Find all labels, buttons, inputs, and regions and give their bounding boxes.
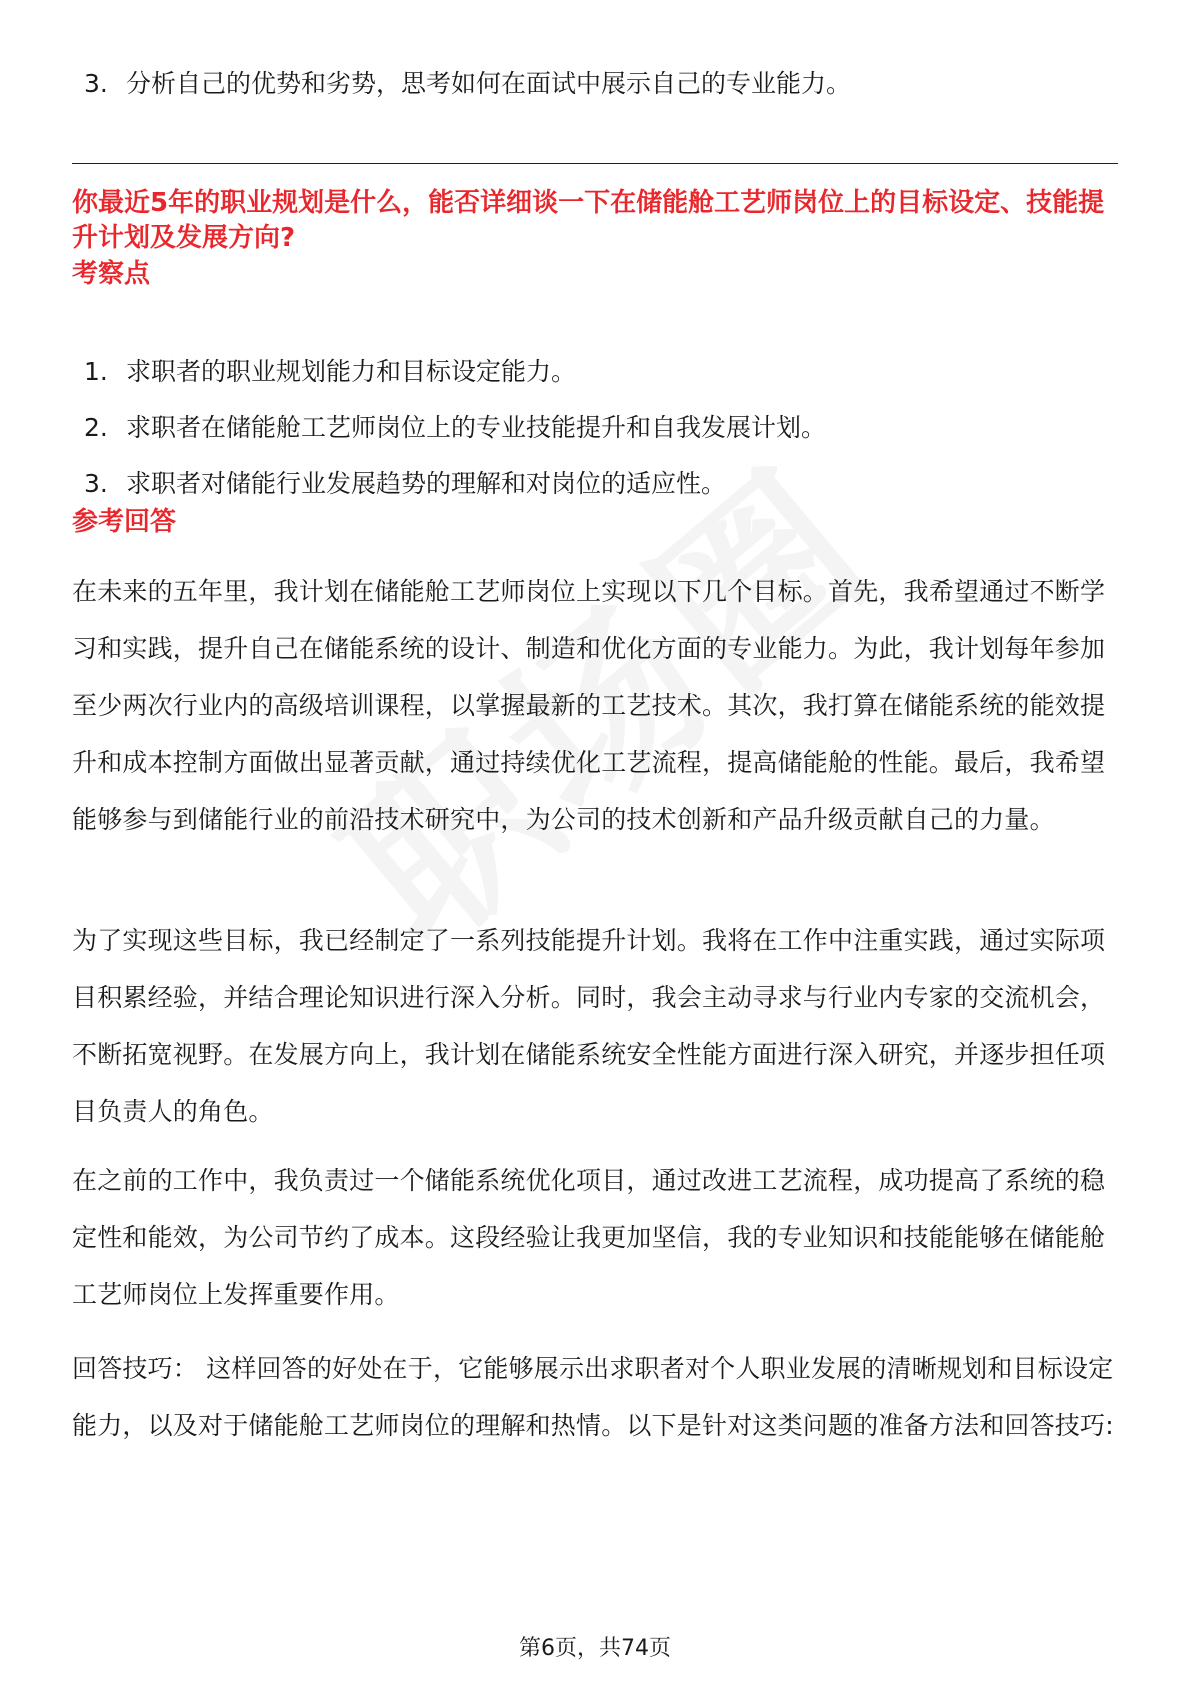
- list-item: [72, 354, 1118, 390]
- answer-paragraph: 在未来的五年里，我计划在储能舱工艺师岗位上实现以下几个目标。首先，我希望通过不断学习和实践，提升自己在储能系统的设计、制造和优化方面的专业能力。为此，我计划每年参加至少两次行业内的高级培训课程，以掌握最新的工艺技术。其次，我打算在储能系统的能效提升和成本控制方面做出显著贡献，通过持续优化工艺流程，提高储能舱的性能。最后，我希望能够参与到储能行业的前沿技术研究中，为公司的技术创新和产品升级贡献自己的力量。: [72, 577, 1106, 834]
- list-text: 分析自己的优势和劣势，思考如何在面试中展示自己的专业能力。: [126, 69, 852, 98]
- page-number: 第6页，共74页: [519, 1636, 671, 1661]
- assessment-title: 考察点: [72, 259, 151, 289]
- list-item: [72, 410, 1118, 446]
- question-heading: 你最近5年的职业规划是什么，能否详细谈一下在储能舱工艺师岗位上的目标设定、技能提升计划及发展方向?: [72, 188, 1105, 253]
- answer-paragraph: 为了实现这些目标，我已经制定了一系列技能提升计划。我将在工作中注重实践，通过实际项目积累经验，并结合理论知识进行深入分析。同时，我会主动寻求与行业内专家的交流机会，不断拓宽视野。在发展方向上，我计划在储能系统安全性能方面进行深入研究，并逐步担任项目负责人的角色。: [72, 926, 1106, 1126]
- list-item: [72, 466, 1118, 502]
- answer-paragraph: 在之前的工作中，我负责过一个储能系统优化项目，通过改进工艺流程，成功提高了系统的稳定性和能效，为公司节约了成本。这段经验让我更加坚信，我的专业知识和技能能够在储能舱工艺师岗位上发挥重要作用。: [72, 1166, 1106, 1309]
- section-divider: [72, 163, 1118, 164]
- reference-title: 参考回答: [72, 507, 177, 537]
- list-number: 2.: [84, 413, 108, 442]
- assessment-list: [72, 354, 1118, 522]
- list-text: 求职者在储能舱工艺师岗位上的专业技能提升和自我发展计划。: [126, 413, 827, 442]
- tips-paragraph: 回答技巧： 这样回答的好处在于，它能够展示出求职者对个人职业发展的清晰规划和目标设定能力，以及对于储能舱工艺师岗位的理解和热情。以下是针对这类问题的准备方法和回答技巧:: [72, 1354, 1114, 1440]
- list-text: 求职者的职业规划能力和目标设定能力。: [126, 357, 577, 386]
- list-number: 3.: [84, 469, 108, 498]
- list-number: 1.: [84, 357, 108, 386]
- list-text: 求职者对储能行业发展趋势的理解和对岗位的适应性。: [126, 469, 727, 498]
- list-number: 3.: [84, 69, 108, 98]
- previous-list: [72, 66, 1118, 102]
- list-item: [72, 66, 1118, 102]
